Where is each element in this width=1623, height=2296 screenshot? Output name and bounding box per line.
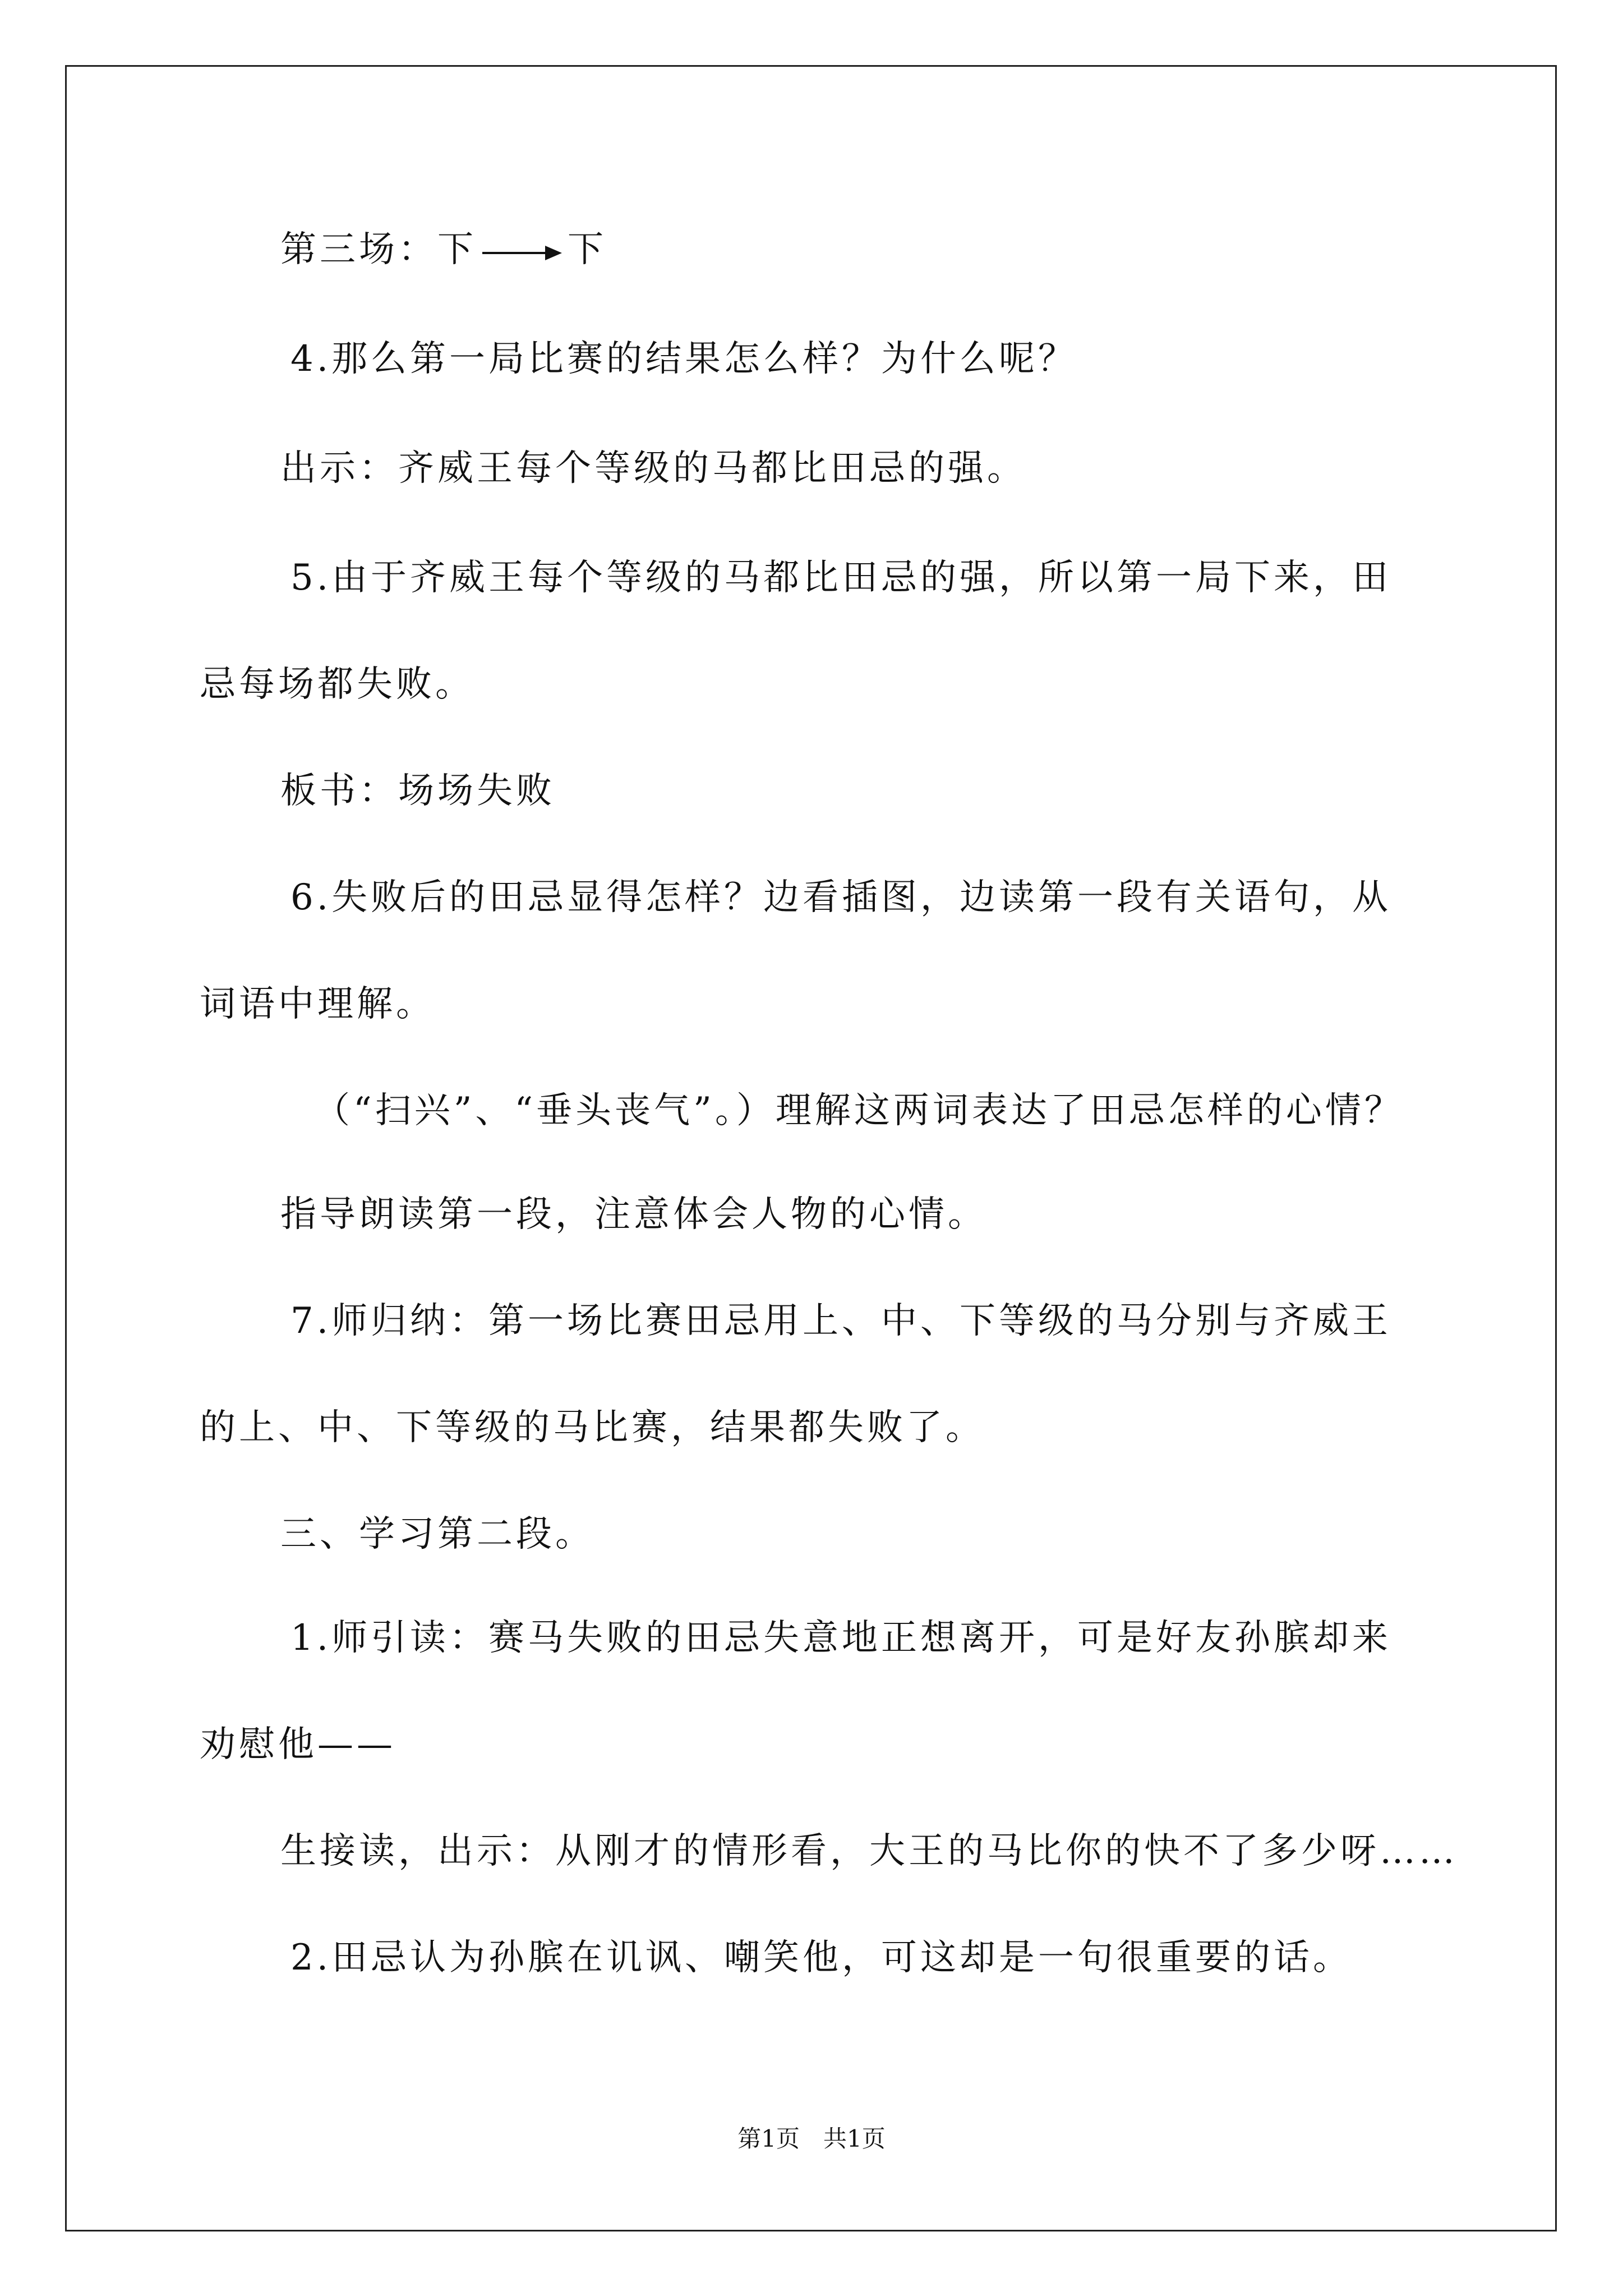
line-17: 2.田忌认为孙膑在讥讽、嘲笑他，可这却是一句很重要的话。 [291,1937,1353,1978]
line-1-text-after: 下 [568,229,607,270]
line-8: 词语中理解。 [200,983,435,1025]
line-7: 6.失败后的田忌显得怎样？边看插图，边读第一段有关语句，从 [291,877,1392,918]
line-12: 的上、中、下等级的马比赛，结果都失败了。 [200,1407,985,1448]
line-2: 4.那么第一局比赛的结果怎么样？为什么呢？ [291,338,1078,380]
line-14: 1.师引读：赛马失败的田忌失意地正想离开，可是好友孙膑却来 [291,1617,1392,1659]
line-5: 忌每场都失败。 [200,664,474,705]
line-10: 指导朗读第一段，注意体会人物的心情。 [280,1194,987,1235]
line-6: 板书：场场失败 [280,770,555,812]
line-4: 5.由于齐威王每个等级的马都比田忌的强，所以第一局下来，田 [291,557,1392,599]
line-3: 出示：齐威王每个等级的马都比田忌的强。 [280,448,1026,489]
line-15: 劝慰他—— [200,1724,396,1765]
line-1 [280,227,607,272]
line-1-text-before: 第三场：下 [280,229,477,270]
arrow-right-icon [480,237,564,268]
line-13: 三、学习第二段。 [280,1513,594,1555]
line-16: 生接读，出示：从刚才的情形看，大王的马比你的快不了多少呀…… [280,1830,1458,1872]
page-border [65,65,1557,2231]
line-9: （“扫兴”、“垂头丧气”。）理解这两词表达了田忌怎样的心情？ [314,1090,1404,1131]
line-11: 7.师归纳：第一场比赛田忌用上、中、下等级的马分别与齐威王 [291,1300,1392,1342]
page-footer: 第1页 共1页 [737,2125,886,2152]
